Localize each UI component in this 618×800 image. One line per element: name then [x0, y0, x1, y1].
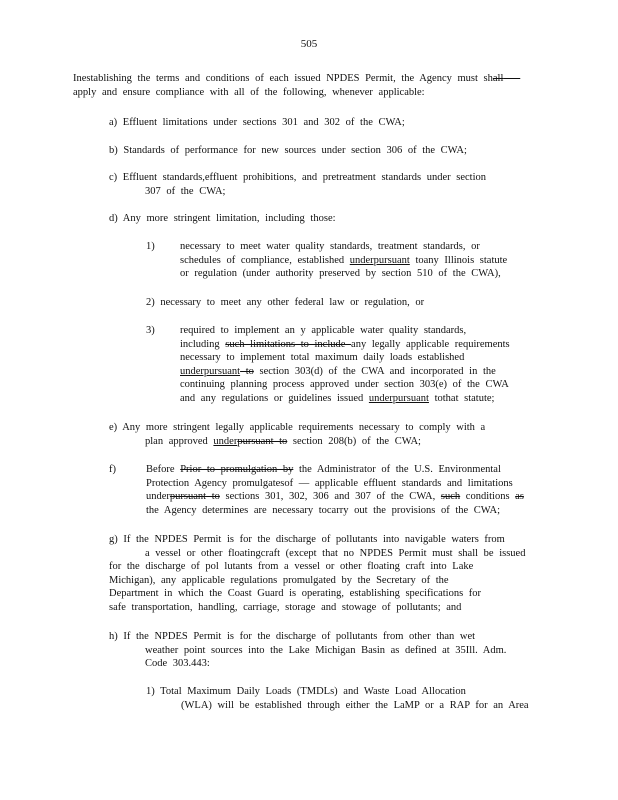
- struck-text: to: [240, 365, 254, 377]
- item-b: b) Standards of performance for new sources under section 306 of the CWA;: [109, 145, 467, 156]
- item-g: g) If the NPDES Permit is for the discharge of pollutants into navigable waters from a vessel or other floatingcraft (except that no NPDES Permit must shall be issued for the discharge of pol lutants from a vessel or other floating craft into Lake Michigan), any applicable regulations promulgated by the Secretary of the Department in which the Coast Guard is operating, establishing specifications for safe transportation, handling, carriage, storage and stowage of pollutants; and: [109, 534, 526, 613]
- underlined-text: underpursuant: [349, 254, 410, 266]
- struck-text: pursuant to: [237, 435, 288, 447]
- struck-text: pursuant to: [169, 491, 220, 502]
- page-number: 505: [300, 38, 318, 50]
- intro-paragraph: Inestablishing the terms and conditions of each issued NPDES Permit, the Agency must shall apply and ensure compliance with all of the following, whenever applicable:: [73, 73, 504, 98]
- item-f-number: f): [109, 464, 116, 475]
- item-h1: 1) Total Maximum Daily Loads (TMDLs) and Waste Load Allocation (WLA) will be established through either the LaMP or a RAP for an Area: [146, 686, 529, 711]
- item-e: e) Any more stringent legally applicable requirements necessary to comply with a plan approved underpursuant to section 208(b) of the CWA;: [109, 422, 486, 447]
- item-d3-number: 3): [146, 325, 155, 336]
- struck-text: Prior to promulgation by: [180, 464, 294, 475]
- item-d3: required to implement an y applicable water quality standards, including such limitations to include any legally applicable requirements necessary to implement total maximum daily loads established underpursuant to section 303(d) of the CWA and incorporated in the continuing planning process approved under section 303(e) of the CWA and any regulations or guidelines issued underpursuant tothat statute;: [180, 325, 510, 404]
- item-d1: necessary to meet water quality standards, treatment standards, or schedules of compliance, established underpursuant toany Illinois statute or regulation (under authority preserved by section 510 of the CWA),: [180, 241, 508, 279]
- struck-text: such limitations to include: [225, 338, 352, 350]
- underlined-text: under: [213, 435, 238, 447]
- item-h: h) If the NPDES Permit is for the discharge of pollutants from other than wet weather point sources into the Lake Michigan Basin as defined at 35Ill. Adm. Code 303.443:: [109, 631, 507, 669]
- underlined-text: underpursuant: [180, 365, 241, 377]
- item-a: a) Effluent limitations under sections 301 and 302 of the CWA;: [109, 117, 405, 128]
- item-d2: 2) necessary to meet any other federal law or regulation, or: [146, 297, 425, 308]
- item-f: Before Prior to promulgation by the Administrator of the U.S. Environmental Protection Agency promulgatesof — applicable effluent standards and limitations underpursuant to sections 301, 302, 306 and 307 of the CWA, such conditions as the Agency determines are necessary tocarry out the provisions of the CWA;: [146, 464, 524, 516]
- struck-text: such: [440, 491, 461, 502]
- item-c: c) Effluent standards,effluent prohibitions, and pretreatment standards under section 307 of the CWA;: [109, 172, 487, 197]
- item-d: d) Any more stringent limitation, including those:: [109, 213, 336, 224]
- item-d1-number: 1): [146, 241, 155, 252]
- struck-text: all: [492, 73, 504, 84]
- underlined-text: underpursuant: [368, 392, 429, 404]
- struck-text: as: [515, 491, 524, 502]
